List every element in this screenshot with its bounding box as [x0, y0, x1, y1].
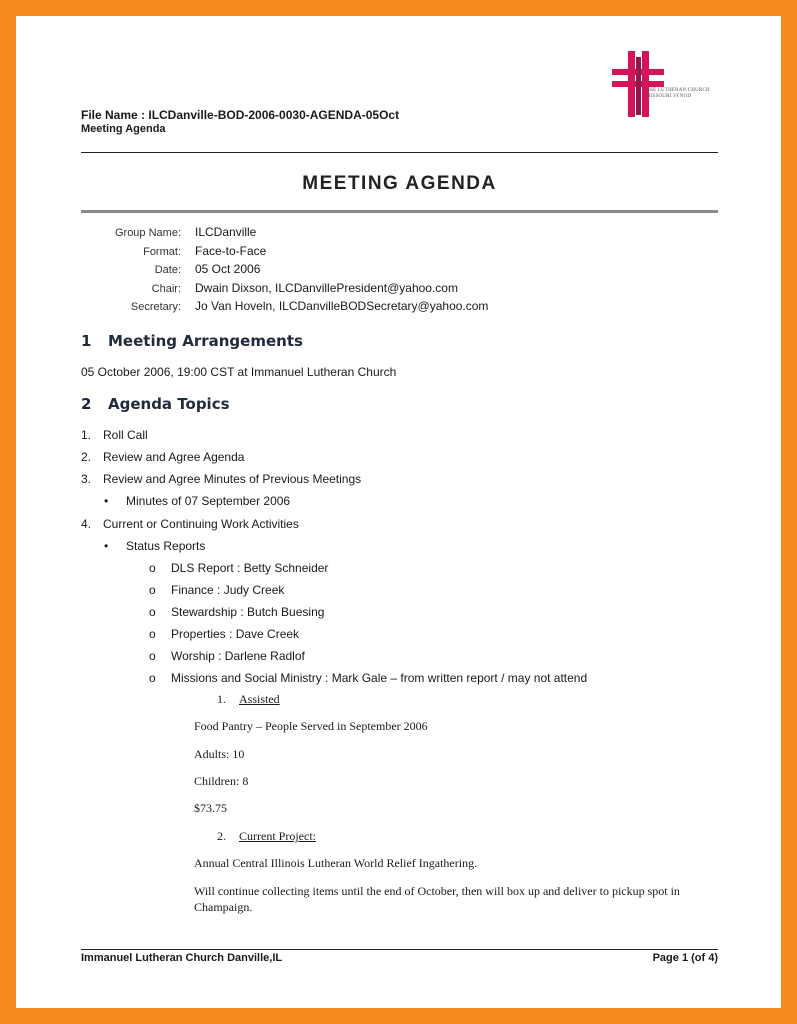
list-number: 3. [81, 472, 92, 486]
title-divider [81, 210, 718, 213]
sub-number: 1. [217, 692, 226, 706]
document-page [16, 16, 781, 1008]
report-text: Missions and Social Ministry : Mark Gale – from written report / may not attend [171, 671, 588, 685]
circle-bullet-icon: o [149, 671, 156, 685]
page-number: Page 1 (of 4) [652, 952, 718, 964]
footer-church: Immanuel Lutheran Church Danville,IL [81, 952, 283, 964]
list-text: Roll Call [103, 428, 148, 442]
list-number: 4. [81, 517, 92, 531]
section-heading [81, 395, 230, 413]
report-text: Properties : Dave Creek [171, 627, 300, 641]
meta-label: Chair: [151, 282, 181, 295]
meta-value: ILCDanville [195, 225, 257, 239]
circle-bullet-icon: o [149, 627, 156, 641]
meta-label: Date: [154, 264, 181, 276]
report-text: Stewardship : Butch Buesing [171, 605, 325, 619]
list-text: Review and Agree Minutes of Previous Meetings [103, 472, 362, 486]
document-subtitle: Meeting Agenda [81, 123, 166, 135]
circle-bullet-icon: o [149, 605, 156, 619]
sub-number: 2. [217, 829, 226, 843]
meta-label: Format: [143, 245, 181, 258]
pantry-line: Food Pantry – People Served in September 2006 [194, 719, 428, 733]
header-divider [81, 152, 718, 153]
report-text: Worship : Darlene Radlof [171, 649, 305, 663]
meta-value: Dwain Dixson, ILCDanvillePresident@yahoo.com [195, 280, 458, 295]
meta-label: Secretary: [130, 301, 181, 313]
list-text: Status Reports [126, 539, 206, 553]
list-number: 2. [81, 450, 92, 464]
continue-line: Will continue collecting items until the end of October, then will box up and deliver to pickup spot in [194, 884, 680, 898]
project-line: Annual Central Illinois Lutheran World Relief Ingathering. [194, 856, 478, 870]
circle-bullet-icon: o [149, 561, 156, 575]
list-text: Minutes of 07 September 2006 [126, 494, 291, 508]
file-name: File Name : ILCDanville-BOD-2006-0030-AGENDA-05Oct [81, 108, 400, 122]
list-text: Review and Agree Agenda [103, 450, 245, 464]
section-heading [81, 332, 303, 350]
report-text: Finance : Judy Creek [171, 583, 285, 597]
bullet-icon: • [104, 539, 109, 553]
circle-bullet-icon: o [149, 649, 156, 663]
report-text: DLS Report : Betty Schneider [171, 561, 329, 575]
circle-bullet-icon: o [149, 583, 156, 597]
amount-line: $73.75 [194, 801, 227, 815]
meeting-arrangements-text: 05 October 2006, 19:00 CST at Immanuel Lutheran Church [81, 365, 397, 379]
meta-label: Group Name: [114, 227, 181, 239]
sub-title: Assisted [239, 692, 280, 706]
section-title: Meeting Arrangements [108, 332, 303, 350]
bullet-icon: • [104, 494, 109, 508]
meta-value: Jo Van Hoveln, ILCDanvilleBODSecretary@yahoo.com [195, 299, 489, 313]
section-number: 2 [81, 395, 92, 413]
meta-value: Face-to-Face [195, 243, 267, 258]
church-cross-logo-icon [610, 49, 720, 119]
children-line: Children: 8 [194, 774, 249, 788]
section-title: Agenda Topics [108, 395, 230, 413]
logo-text: THE LUTHERAN CHURCH MISSOURI SYNOD [646, 88, 710, 99]
list-number: 1. [81, 428, 92, 442]
meta-value: 05 Oct 2006 [195, 262, 261, 276]
adults-line: Adults: 10 [194, 747, 245, 761]
section-number: 1 [81, 332, 92, 350]
footer-divider [81, 949, 718, 950]
sub-title: Current Project: [239, 829, 316, 843]
continue-line: Champaign. [194, 900, 253, 914]
list-text: Current or Continuing Work Activities [103, 517, 299, 531]
page-title: MEETING AGENDA [302, 173, 497, 194]
